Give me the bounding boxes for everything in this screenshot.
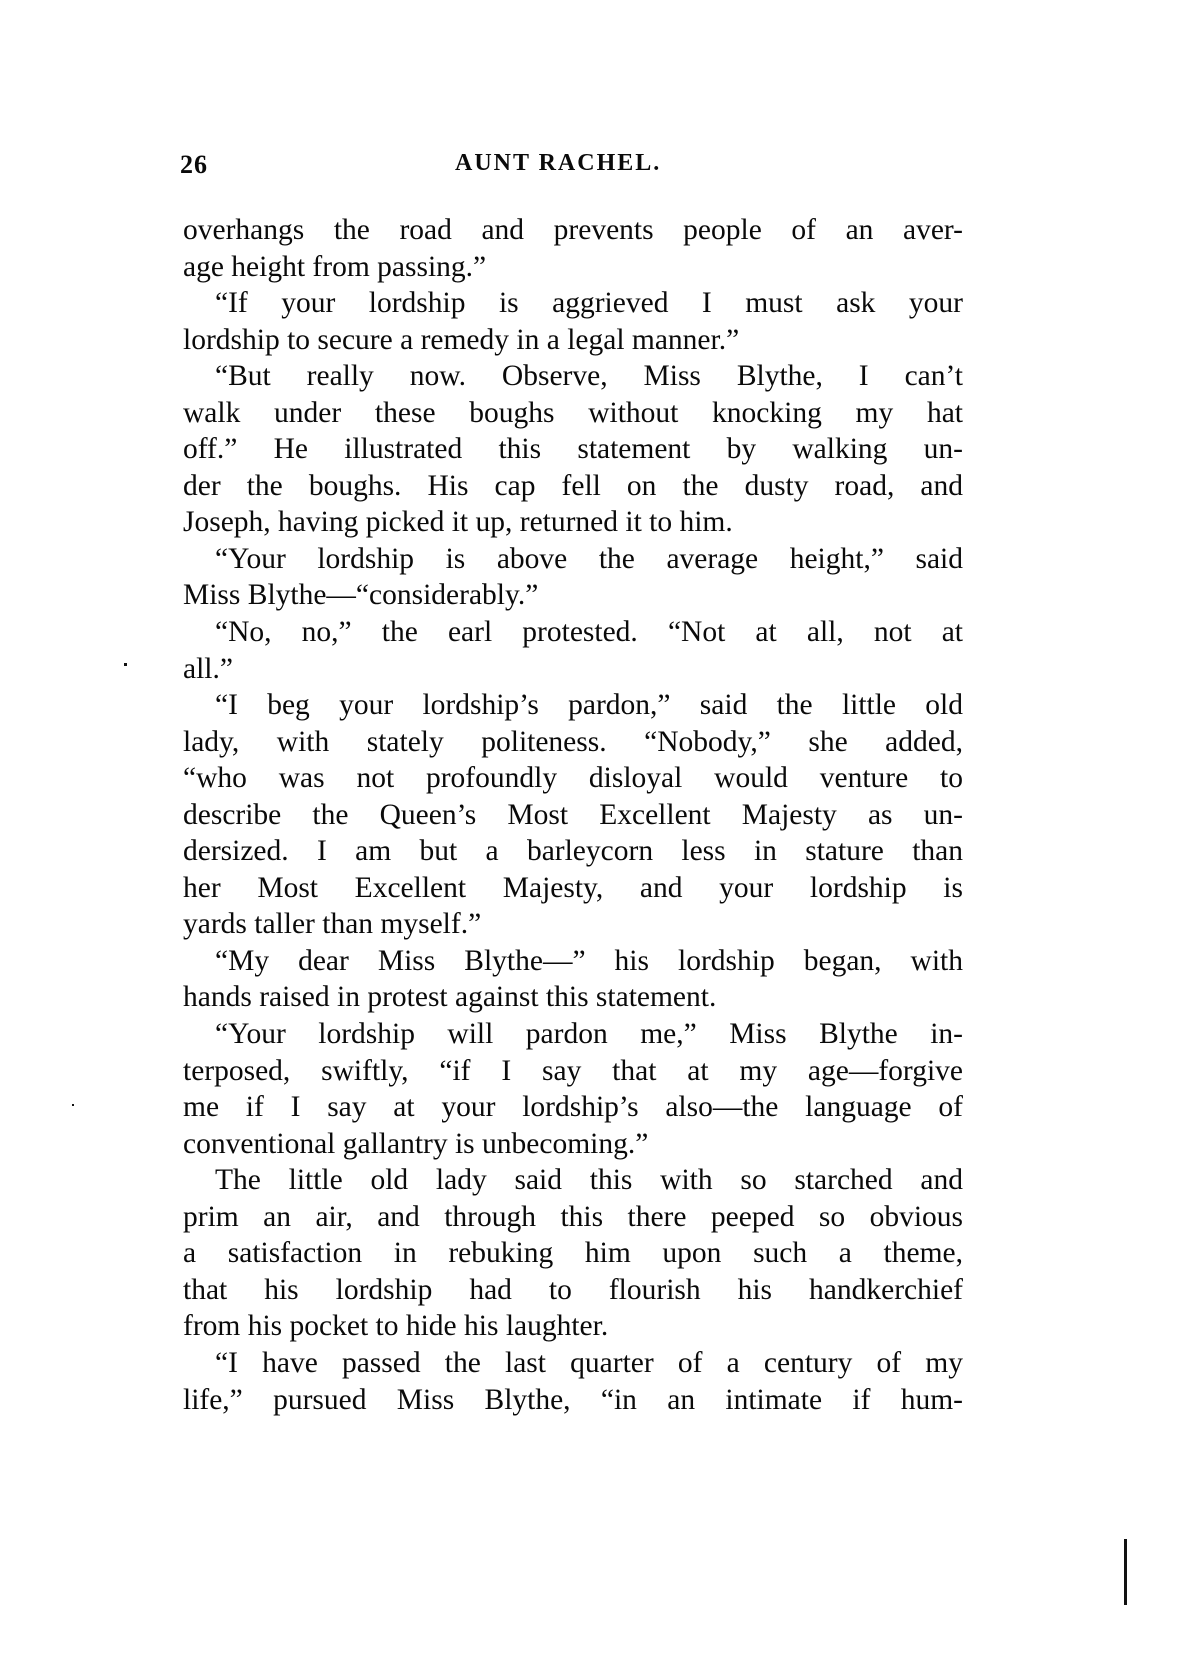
text-line: hands raised in protest against this statement. — [183, 981, 717, 1014]
text-line: der the boughs. His cap fell on the dusty road, and — [183, 469, 963, 502]
text-line: yards taller than myself.” — [183, 908, 482, 941]
body-text — [183, 212, 963, 1418]
text-line: prim an air, and through this there peeped so obvious — [183, 1200, 963, 1233]
text-line: lordship to secure a remedy in a legal manner.” — [183, 323, 740, 356]
margin-speck — [72, 1104, 74, 1106]
text-line: “If your lordship is aggrieved I must ask your — [215, 287, 963, 320]
text-line: terposed, swiftly, “if I say that at my age—forgive — [183, 1054, 963, 1087]
text-line: “who was not profoundly disloyal would venture to — [183, 762, 963, 795]
page-header — [180, 150, 960, 190]
text-line: Miss Blythe—“considerably.” — [183, 579, 539, 612]
text-line: overhangs the road and prevents people of an aver- — [183, 214, 963, 246]
text-line: dersized. I am but a barleycorn less in stature than — [183, 835, 963, 868]
page-number: 26 — [180, 150, 208, 179]
text-line: her Most Excellent Majesty, and your lordship is — [183, 871, 963, 904]
text-line: “Your lordship will pardon me,” Miss Blythe in- — [215, 1018, 963, 1051]
text-line: The little old lady said this with so starched and — [215, 1164, 963, 1197]
text-line: conventional gallantry is unbecoming.” — [183, 1127, 649, 1160]
text-line: age height from passing.” — [183, 250, 487, 283]
text-line: “Your lordship is above the average height,” said — [215, 542, 963, 575]
text-line: “My dear Miss Blythe—” his lordship began, with — [215, 944, 963, 977]
margin-speck — [124, 663, 127, 666]
text-line: lady, with stately politeness. “Nobody,” she added, — [183, 725, 963, 758]
text-line: Joseph, having picked it up, returned it to him. — [183, 506, 733, 539]
text-line: from his pocket to hide his laughter. — [183, 1310, 609, 1343]
text-line: a satisfaction in rebuking him upon such a theme, — [183, 1237, 963, 1270]
running-title: AUNT RACHEL. — [455, 150, 662, 176]
text-line: “I have passed the last quarter of a century of my — [215, 1346, 963, 1379]
text-line: me if I say at your lordship’s also—the language of — [183, 1091, 963, 1124]
text-line: walk under these boughs without knocking my hat — [183, 396, 963, 429]
text-line: that his lordship had to flourish his handkerchief — [183, 1273, 963, 1306]
text-line: “I beg your lordship’s pardon,” said the little old — [215, 689, 963, 722]
text-line: off.” He illustrated this statement by walking un- — [183, 433, 963, 466]
text-line: all.” — [183, 652, 233, 685]
text-line: “No, no,” the earl protested. “Not at all, not at — [215, 616, 963, 649]
text-line: “But really now. Observe, Miss Blythe, I can’t — [215, 360, 963, 393]
text-line: describe the Queen’s Most Excellent Majesty as un- — [183, 798, 963, 831]
text-line: life,” pursued Miss Blythe, “in an intimate if hum- — [183, 1383, 963, 1416]
margin-rule — [1124, 1539, 1127, 1605]
